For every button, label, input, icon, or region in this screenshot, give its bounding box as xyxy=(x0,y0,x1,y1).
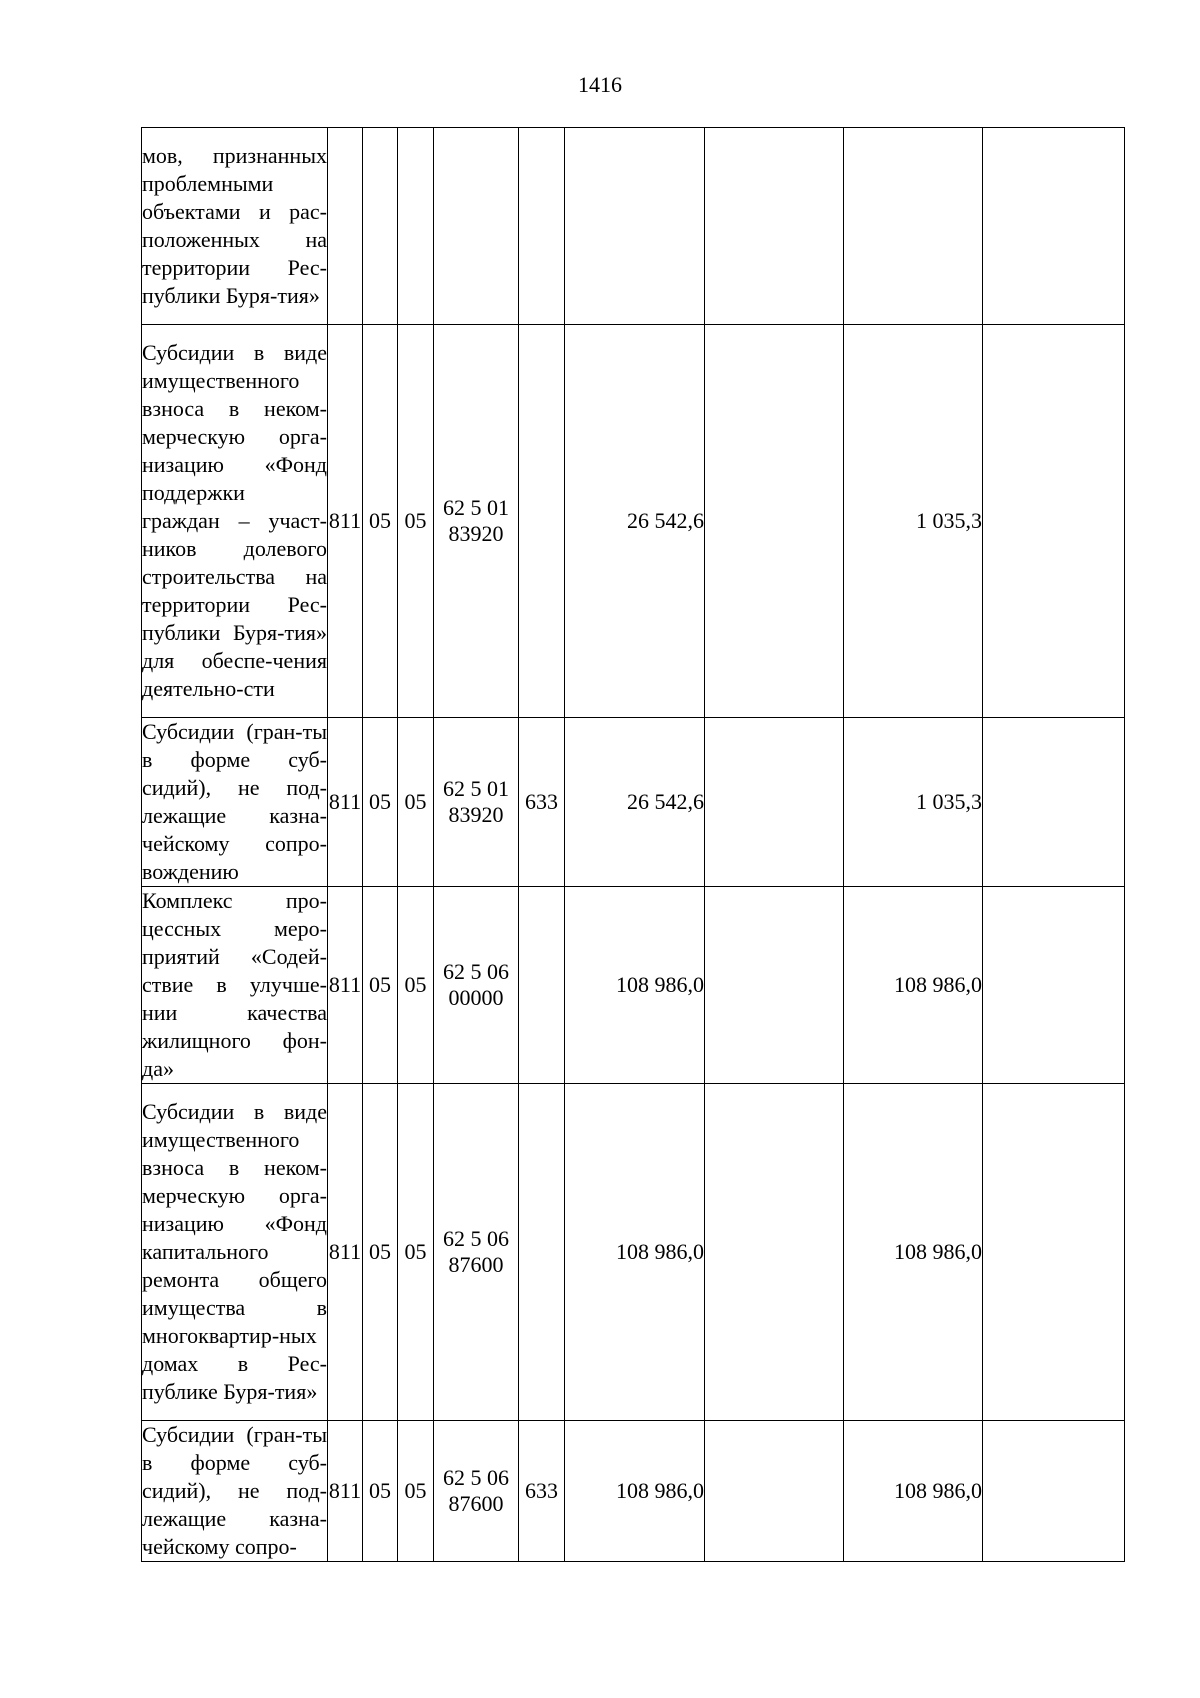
row-name-cell: мов, признанных проблемными объектами и рас-положенных на территории Рес-публики Буря-тия» xyxy=(142,128,328,325)
amount-cell-1 xyxy=(565,128,705,325)
amount-cell-4 xyxy=(983,325,1125,718)
amount-cell-1: 108 986,0 xyxy=(565,1084,705,1421)
section-code-cell: 05 xyxy=(363,1084,398,1421)
amount-cell-2 xyxy=(705,1421,844,1562)
amount-cell-4 xyxy=(983,718,1125,887)
expense-type-cell xyxy=(519,887,565,1084)
row-name-cell: Субсидии в виде имущественного взноса в неком-мерческую орга-низацию «Фонд поддержки граждан – участ-ников долевого строительства на территории Рес-публики Буря-тия» для обеспе-чения деятельно-сти xyxy=(142,325,328,718)
target-article-cell: 62 5 01 83920 xyxy=(434,325,519,718)
table-row xyxy=(142,1421,1125,1562)
section-code-cell: 05 xyxy=(363,325,398,718)
table-row xyxy=(142,718,1125,887)
section-code-cell: 05 xyxy=(363,1421,398,1562)
row-name-cell: Субсидии (гран-ты в форме суб-сидий), не под-лежащие казна-чейскому сопро-вождению xyxy=(142,718,328,887)
table-row xyxy=(142,1084,1125,1421)
admin-code-cell: 811 xyxy=(328,1084,363,1421)
target-article-cell: 62 5 06 87600 xyxy=(434,1084,519,1421)
amount-cell-2 xyxy=(705,325,844,718)
admin-code-cell: 811 xyxy=(328,325,363,718)
amount-cell-3: 108 986,0 xyxy=(844,1084,983,1421)
amount-cell-1: 26 542,6 xyxy=(565,718,705,887)
section-code-cell: 05 xyxy=(363,718,398,887)
admin-code-cell: 811 xyxy=(328,1421,363,1562)
amount-cell-3 xyxy=(844,128,983,325)
amount-cell-4 xyxy=(983,1084,1125,1421)
subsection-code-cell: 05 xyxy=(398,718,434,887)
amount-cell-3: 108 986,0 xyxy=(844,887,983,1084)
amount-cell-4 xyxy=(983,128,1125,325)
subsection-code-cell: 05 xyxy=(398,887,434,1084)
subsection-code-cell: 05 xyxy=(398,1421,434,1562)
amount-cell-4 xyxy=(983,1421,1125,1562)
amount-cell-3: 1 035,3 xyxy=(844,718,983,887)
amount-cell-2 xyxy=(705,718,844,887)
subsection-code-cell xyxy=(398,128,434,325)
table-row xyxy=(142,887,1125,1084)
amount-cell-3: 1 035,3 xyxy=(844,325,983,718)
admin-code-cell: 811 xyxy=(328,718,363,887)
table-row xyxy=(142,128,1125,325)
expense-type-cell xyxy=(519,1084,565,1421)
amount-cell-2 xyxy=(705,887,844,1084)
table-row xyxy=(142,325,1125,718)
amount-cell-1: 26 542,6 xyxy=(565,325,705,718)
admin-code-cell: 811 xyxy=(328,887,363,1084)
amount-cell-2 xyxy=(705,1084,844,1421)
expense-type-cell xyxy=(519,128,565,325)
amount-cell-3: 108 986,0 xyxy=(844,1421,983,1562)
expense-type-cell: 633 xyxy=(519,718,565,887)
section-code-cell xyxy=(363,128,398,325)
target-article-cell: 62 5 06 00000 xyxy=(434,887,519,1084)
target-article-cell: 62 5 01 83920 xyxy=(434,718,519,887)
admin-code-cell xyxy=(328,128,363,325)
expense-type-cell: 633 xyxy=(519,1421,565,1562)
row-name-cell: Субсидии (гран-ты в форме суб-сидий), не под-лежащие казна-чейскому сопро- xyxy=(142,1421,328,1562)
amount-cell-1: 108 986,0 xyxy=(565,887,705,1084)
row-name-cell: Комплекс про-цессных меро-приятий «Содей-ствие в улучше-нии качества жилищного фон-да» xyxy=(142,887,328,1084)
expense-type-cell xyxy=(519,325,565,718)
amount-cell-2 xyxy=(705,128,844,325)
target-article-cell: 62 5 06 87600 xyxy=(434,1421,519,1562)
page-number: 1416 xyxy=(578,72,622,97)
section-code-cell: 05 xyxy=(363,887,398,1084)
amount-cell-4 xyxy=(983,887,1125,1084)
target-article-cell xyxy=(434,128,519,325)
budget-table xyxy=(141,127,1125,1562)
subsection-code-cell: 05 xyxy=(398,325,434,718)
row-name-cell: Субсидии в виде имущественного взноса в неком-мерческую орга-низацию «Фонд капитального ремонта общего имущества в многоквартир-ных домах в Рес-публике Буря-тия» xyxy=(142,1084,328,1421)
subsection-code-cell: 05 xyxy=(398,1084,434,1421)
amount-cell-1: 108 986,0 xyxy=(565,1421,705,1562)
